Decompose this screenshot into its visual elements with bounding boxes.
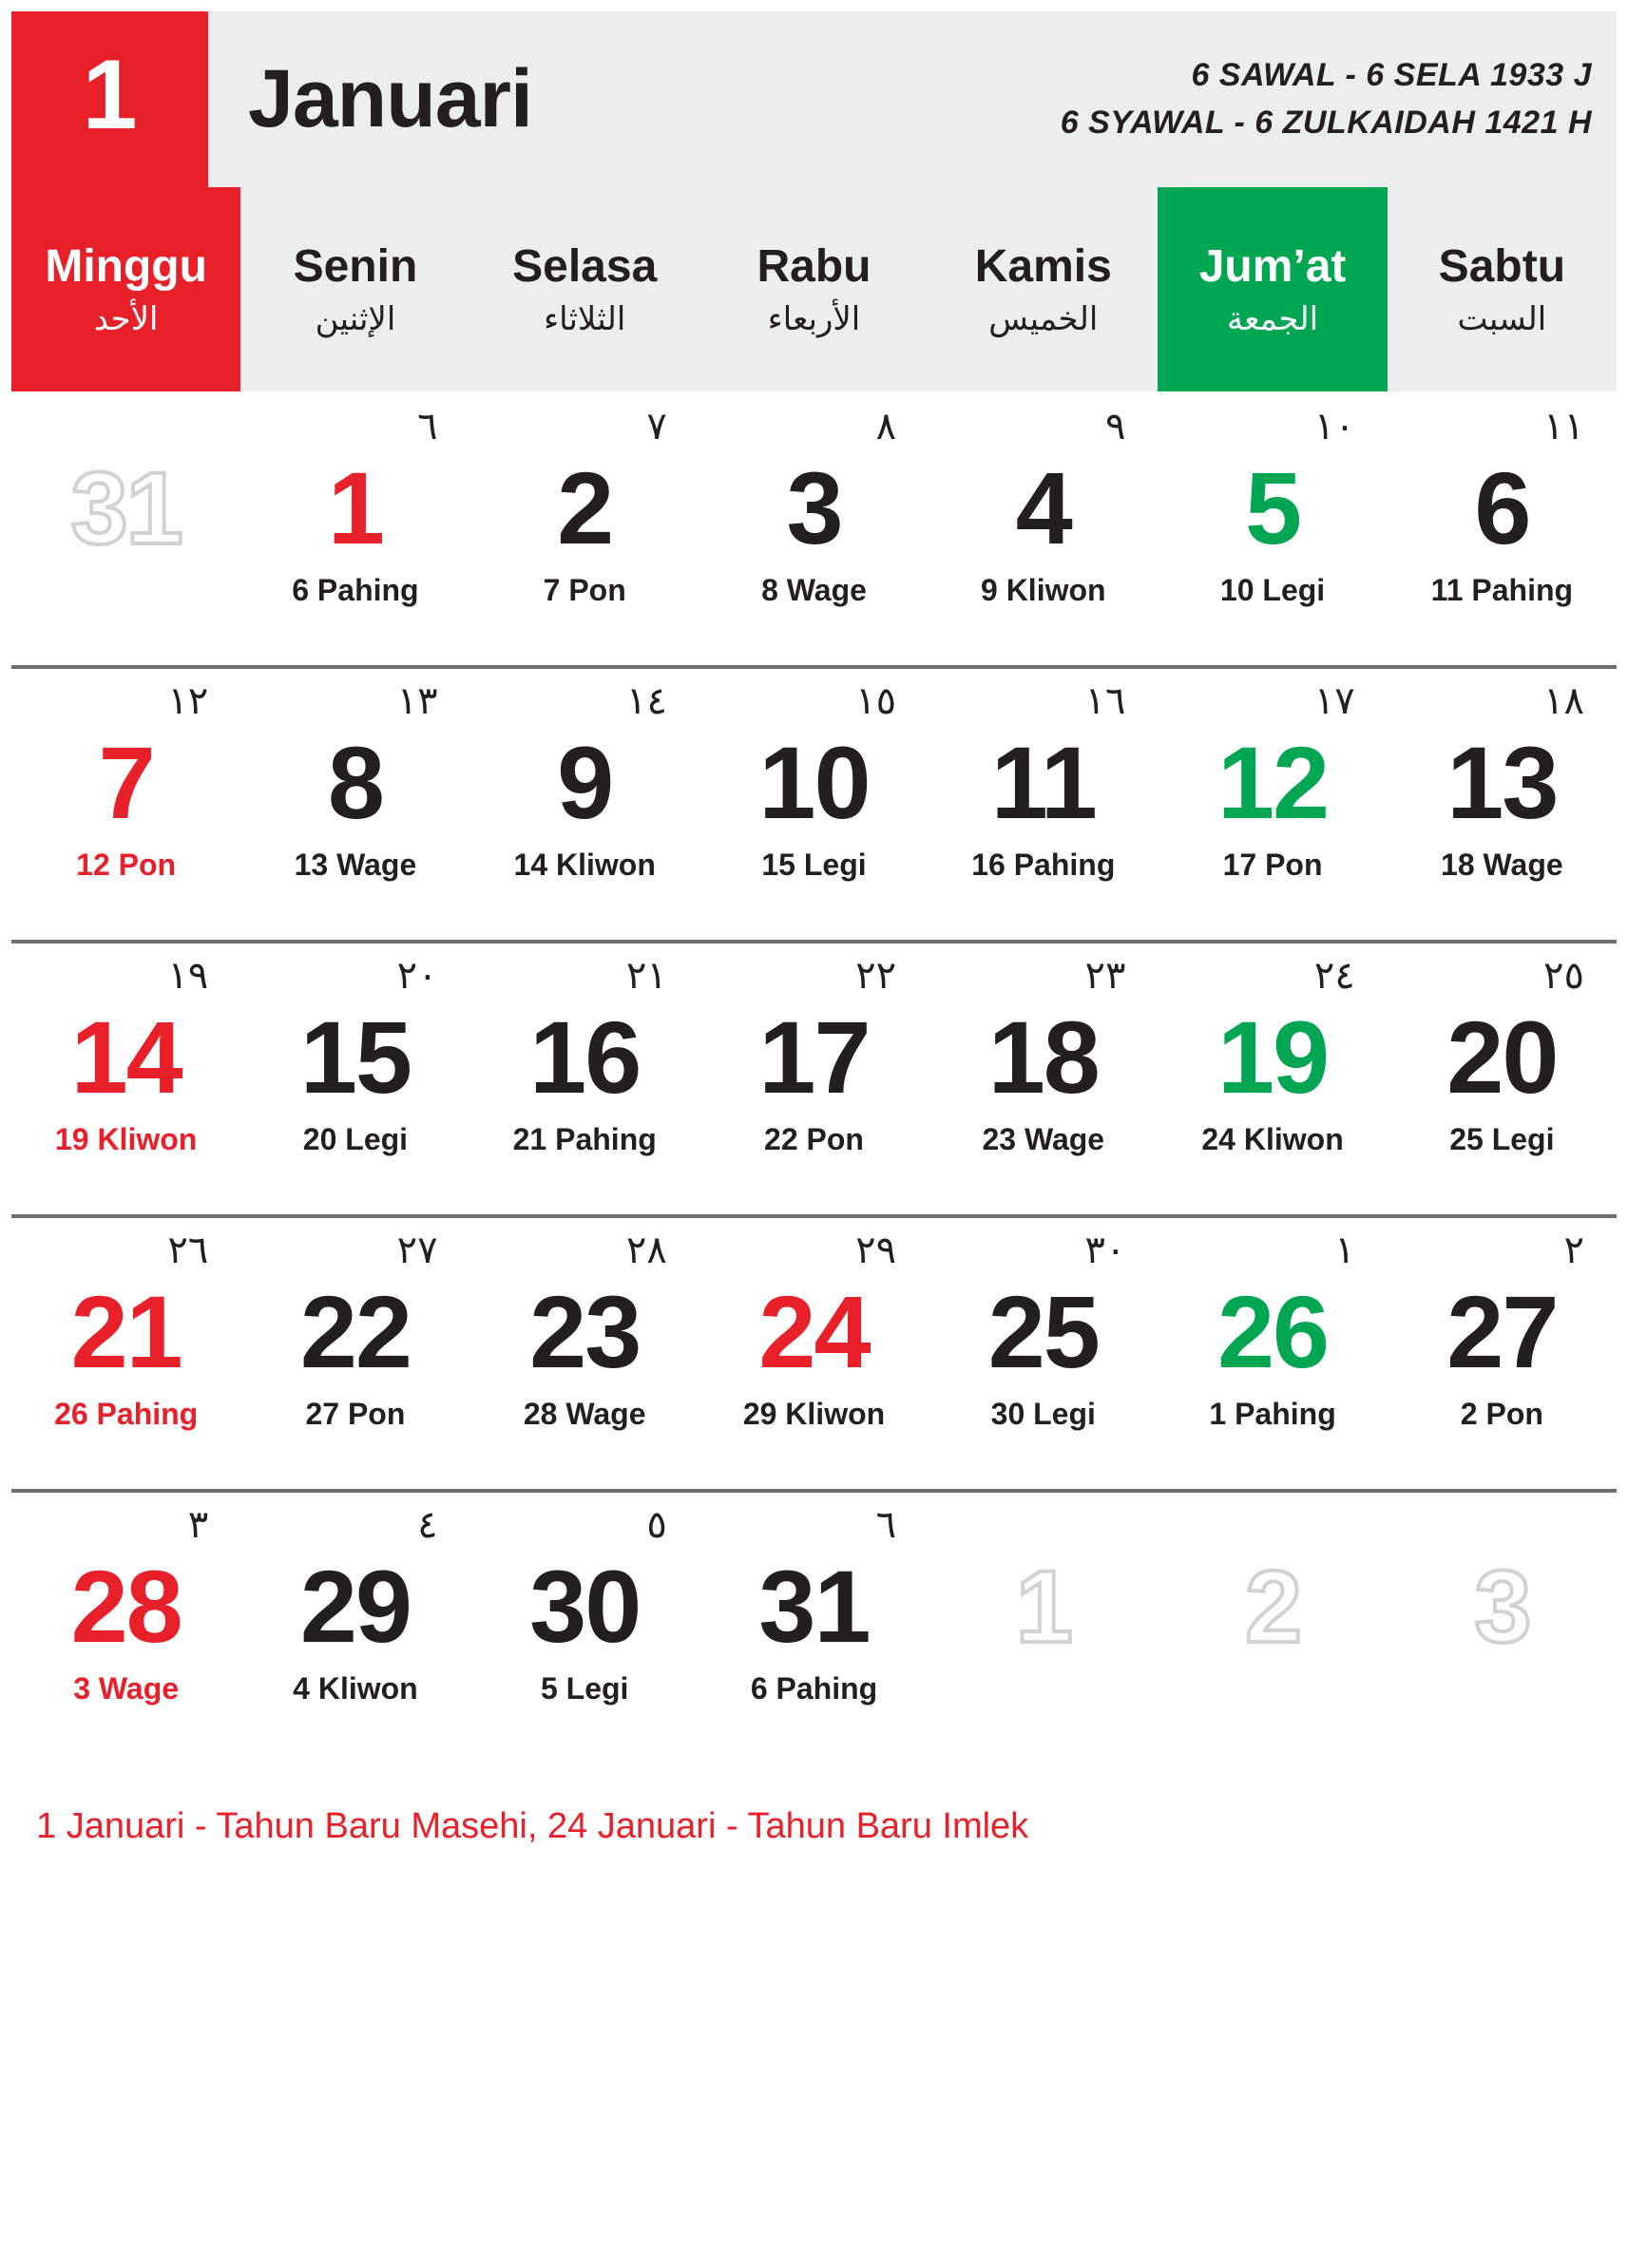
weekday-arabic-label: الأحد [93,299,159,338]
pasaran-label: 4 Kliwon [293,1671,418,1706]
hijri-number: ٣٠ [1084,1229,1126,1272]
pasaran-label: 1 Pahing [1209,1397,1336,1431]
day-number: 3 [786,450,842,565]
hijri-number: ٦ [875,1503,897,1547]
calendar-week-row [11,394,1617,669]
weekday-header-row [11,187,1617,394]
hijri-number: ٧ [646,405,667,448]
pasaran-label: 29 Kliwon [742,1397,886,1431]
hijri-number [208,408,240,451]
day-cell[interactable] [11,394,240,665]
day-cell[interactable] [1388,669,1617,940]
day-number: 5 [1245,450,1301,565]
day-cell[interactable] [1158,1493,1387,1763]
weekday-kamis [929,187,1158,391]
pasaran-label: 26 Pahing [54,1397,199,1431]
day-number: 27 [1446,1274,1558,1389]
weekday-arabic-label: السبت [1457,299,1547,338]
day-cell[interactable] [929,1493,1158,1763]
weekday-arabic-label: الخميس [988,299,1099,338]
calendar-week-row [11,1218,1617,1493]
calendar-grid [11,394,1617,1763]
day-cell[interactable] [240,943,469,1214]
day-cell[interactable] [699,1218,929,1489]
day-cell[interactable] [699,669,929,940]
day-cell[interactable] [929,943,1158,1214]
day-number: 25 [987,1274,1099,1389]
day-cell[interactable] [470,394,699,665]
pasaran-label: 14 Kliwon [513,848,656,882]
day-number: 9 [557,725,613,840]
pasaran-label: 2 Pon [1460,1397,1543,1431]
hijri-number: ٩ [1104,405,1126,448]
day-number: 2 [1245,1549,1301,1664]
hijri-number: ١٩ [167,954,209,998]
day-number: 24 [758,1274,870,1389]
pasaran-label: 16 Pahing [971,848,1116,882]
day-number: 19 [1216,1000,1329,1115]
hijri-number: ١٥ [855,679,897,723]
day-cell[interactable] [929,1218,1158,1489]
pasaran-label: 28 Wage [523,1397,646,1431]
day-number: 3 [1474,1549,1530,1664]
day-cell[interactable] [929,669,1158,940]
hijri-number: ٦ [417,405,438,448]
day-number: 16 [529,1000,641,1115]
pasaran-label: 11 Pahing [1430,573,1574,607]
weekday-label: Kamis [974,240,1112,292]
day-number: 26 [1216,1274,1329,1389]
pasaran-label: 10 Legi [1219,573,1326,607]
day-cell[interactable] [1388,1218,1617,1489]
weekday-label: Minggu [45,240,207,292]
day-cell[interactable] [11,1218,240,1489]
weekday-arabic-label: الأربعاء [767,299,861,338]
day-number: 6 [1474,450,1530,565]
calendar-header [11,11,1617,187]
hijri-number: ٤ [417,1503,438,1547]
hijri-number [1355,1506,1388,1550]
weekday-rabu [699,187,929,391]
day-cell[interactable] [1158,394,1387,665]
hijri-number: ٨ [875,405,897,448]
day-cell[interactable] [1388,1493,1617,1763]
pasaran-label: 21 Pahing [512,1122,657,1156]
hijri-number: ٢٠ [396,954,438,998]
hijri-number: ٣ [187,1503,209,1547]
day-number: 22 [299,1274,411,1389]
day-number: 20 [1446,1000,1558,1115]
pasaran-label: 20 Legi [302,1122,409,1156]
pasaran-label: 18 Wage [1441,848,1563,882]
weekday-arabic-label: الجمعة [1227,299,1319,338]
weekday-sabtu [1388,187,1617,391]
hijri-date-range: 6 SYAWAL - 6 ZULKAIDAH 1421 H [1060,104,1592,141]
weekday-selasa [470,187,699,391]
day-number: 12 [1216,725,1329,840]
hijri-number: ٢٣ [1084,954,1126,998]
pasaran-label: 25 Legi [1449,1122,1555,1156]
day-number: 18 [987,1000,1099,1115]
page-title: Januari [248,53,532,144]
hijri-number [1125,1506,1158,1550]
day-cell[interactable] [1388,394,1617,665]
day-cell[interactable] [699,1493,929,1763]
pasaran-label: 6 Pahing [292,573,419,607]
day-cell[interactable] [1388,943,1617,1214]
hijri-number: ١٤ [625,679,667,723]
day-cell[interactable] [240,394,469,665]
hijri-number: ٢٤ [1313,954,1355,998]
pasaran-label: 22 Pon [764,1122,864,1156]
calendar-week-row [11,669,1617,943]
day-cell[interactable] [1158,943,1387,1214]
day-cell[interactable] [11,943,240,1214]
day-number: 17 [758,1000,870,1115]
day-number: 29 [299,1549,411,1664]
day-number: 4 [1015,450,1071,565]
calendar-week-row [11,1493,1617,1763]
weekday-jumat [1158,187,1387,391]
hijri-number: ٢٩ [855,1229,897,1272]
hijri-number: ٢٢ [855,954,897,998]
day-cell[interactable] [240,669,469,940]
hijri-number: ٢٥ [1543,954,1584,998]
pasaran-label: 7 Pon [543,573,626,607]
weekday-arabic-label: الثلاثاء [544,299,626,338]
day-cell[interactable] [470,669,699,940]
weekday-senin [240,187,469,391]
pasaran-label: 23 Wage [982,1122,1105,1156]
weekday-minggu [11,187,240,391]
calendar-week-row [11,943,1617,1218]
day-cell[interactable] [240,1218,469,1489]
pasaran-label: 19 Kliwon [54,1122,198,1156]
hijri-number: ٥ [646,1503,667,1547]
day-cell[interactable] [470,943,699,1214]
hijri-number: ١٧ [1313,679,1355,723]
day-number: 21 [70,1274,182,1389]
hijri-number: ٢٦ [167,1229,209,1272]
day-number: 10 [758,725,870,840]
pasaran-label: 5 Legi [540,1671,629,1706]
weekday-label: Senin [293,240,418,292]
day-number: 7 [98,725,154,840]
day-number: 2 [557,450,613,565]
day-cell[interactable] [699,943,929,1214]
hijri-number: ١٦ [1084,679,1126,723]
day-number: 11 [990,725,1096,840]
day-cell[interactable] [11,1493,240,1763]
javanese-date-range: 6 SAWAL - 6 SELA 1933 J [1191,57,1592,94]
pasaran-label: 30 Legi [990,1397,1096,1431]
day-cell[interactable] [929,394,1158,665]
day-cell[interactable] [1158,669,1387,940]
day-number: 31 [758,1549,870,1664]
hijri-number: ٢٨ [625,1229,667,1272]
pasaran-label: 24 Kliwon [1201,1122,1344,1156]
hijri-number: ٢٧ [396,1229,438,1272]
day-number: 31 [70,450,182,565]
day-number: 8 [327,725,383,840]
day-cell[interactable] [699,394,929,665]
day-cell[interactable] [470,1218,699,1489]
day-number: 1 [327,450,383,565]
weekday-label: Sabtu [1438,240,1566,292]
day-number: 15 [299,1000,411,1115]
hijri-number: ١ [1334,1229,1355,1272]
day-number: 30 [529,1549,641,1664]
hijri-number: ٢١ [625,954,667,998]
hijri-number: ١٠ [1313,405,1355,448]
day-cell[interactable] [11,669,240,940]
day-cell[interactable] [1158,1218,1387,1489]
calendar-subtitles [532,11,1617,187]
day-number: 23 [529,1274,641,1389]
day-cell[interactable] [240,1493,469,1763]
day-number: 28 [70,1549,182,1664]
pasaran-label: 15 Legi [761,848,867,882]
day-number: 1 [1015,1549,1071,1664]
hijri-number: ٢ [1563,1229,1584,1272]
pasaran-label: 17 Pon [1222,848,1323,882]
pasaran-label: 27 Pon [305,1397,406,1431]
weekday-arabic-label: الإثنين [315,299,396,338]
pasaran-label: 9 Kliwon [981,573,1106,607]
holiday-note: 1 Januari - Tahun Baru Masehi, 24 Januari - Tahun Baru Imlek [36,1806,1029,1846]
month-number-badge: 1 [11,11,208,187]
hijri-number [1584,1506,1617,1550]
pasaran-label: 8 Wage [761,573,867,607]
weekday-label: Rabu [757,240,871,292]
hijri-number: ١١ [1543,405,1584,448]
pasaran-label: 6 Pahing [750,1671,878,1706]
pasaran-label: 12 Pon [76,848,177,882]
day-number: 13 [1446,725,1558,840]
day-number: 14 [70,1000,182,1115]
pasaran-label: 3 Wage [73,1671,180,1706]
hijri-number: ١٢ [167,679,209,723]
hijri-number: ١٣ [396,679,438,723]
day-cell[interactable] [470,1493,699,1763]
pasaran-label: 13 Wage [294,848,417,882]
weekday-label: Jum’at [1198,240,1347,292]
weekday-label: Selasa [512,240,658,292]
hijri-number: ١٨ [1543,679,1584,723]
